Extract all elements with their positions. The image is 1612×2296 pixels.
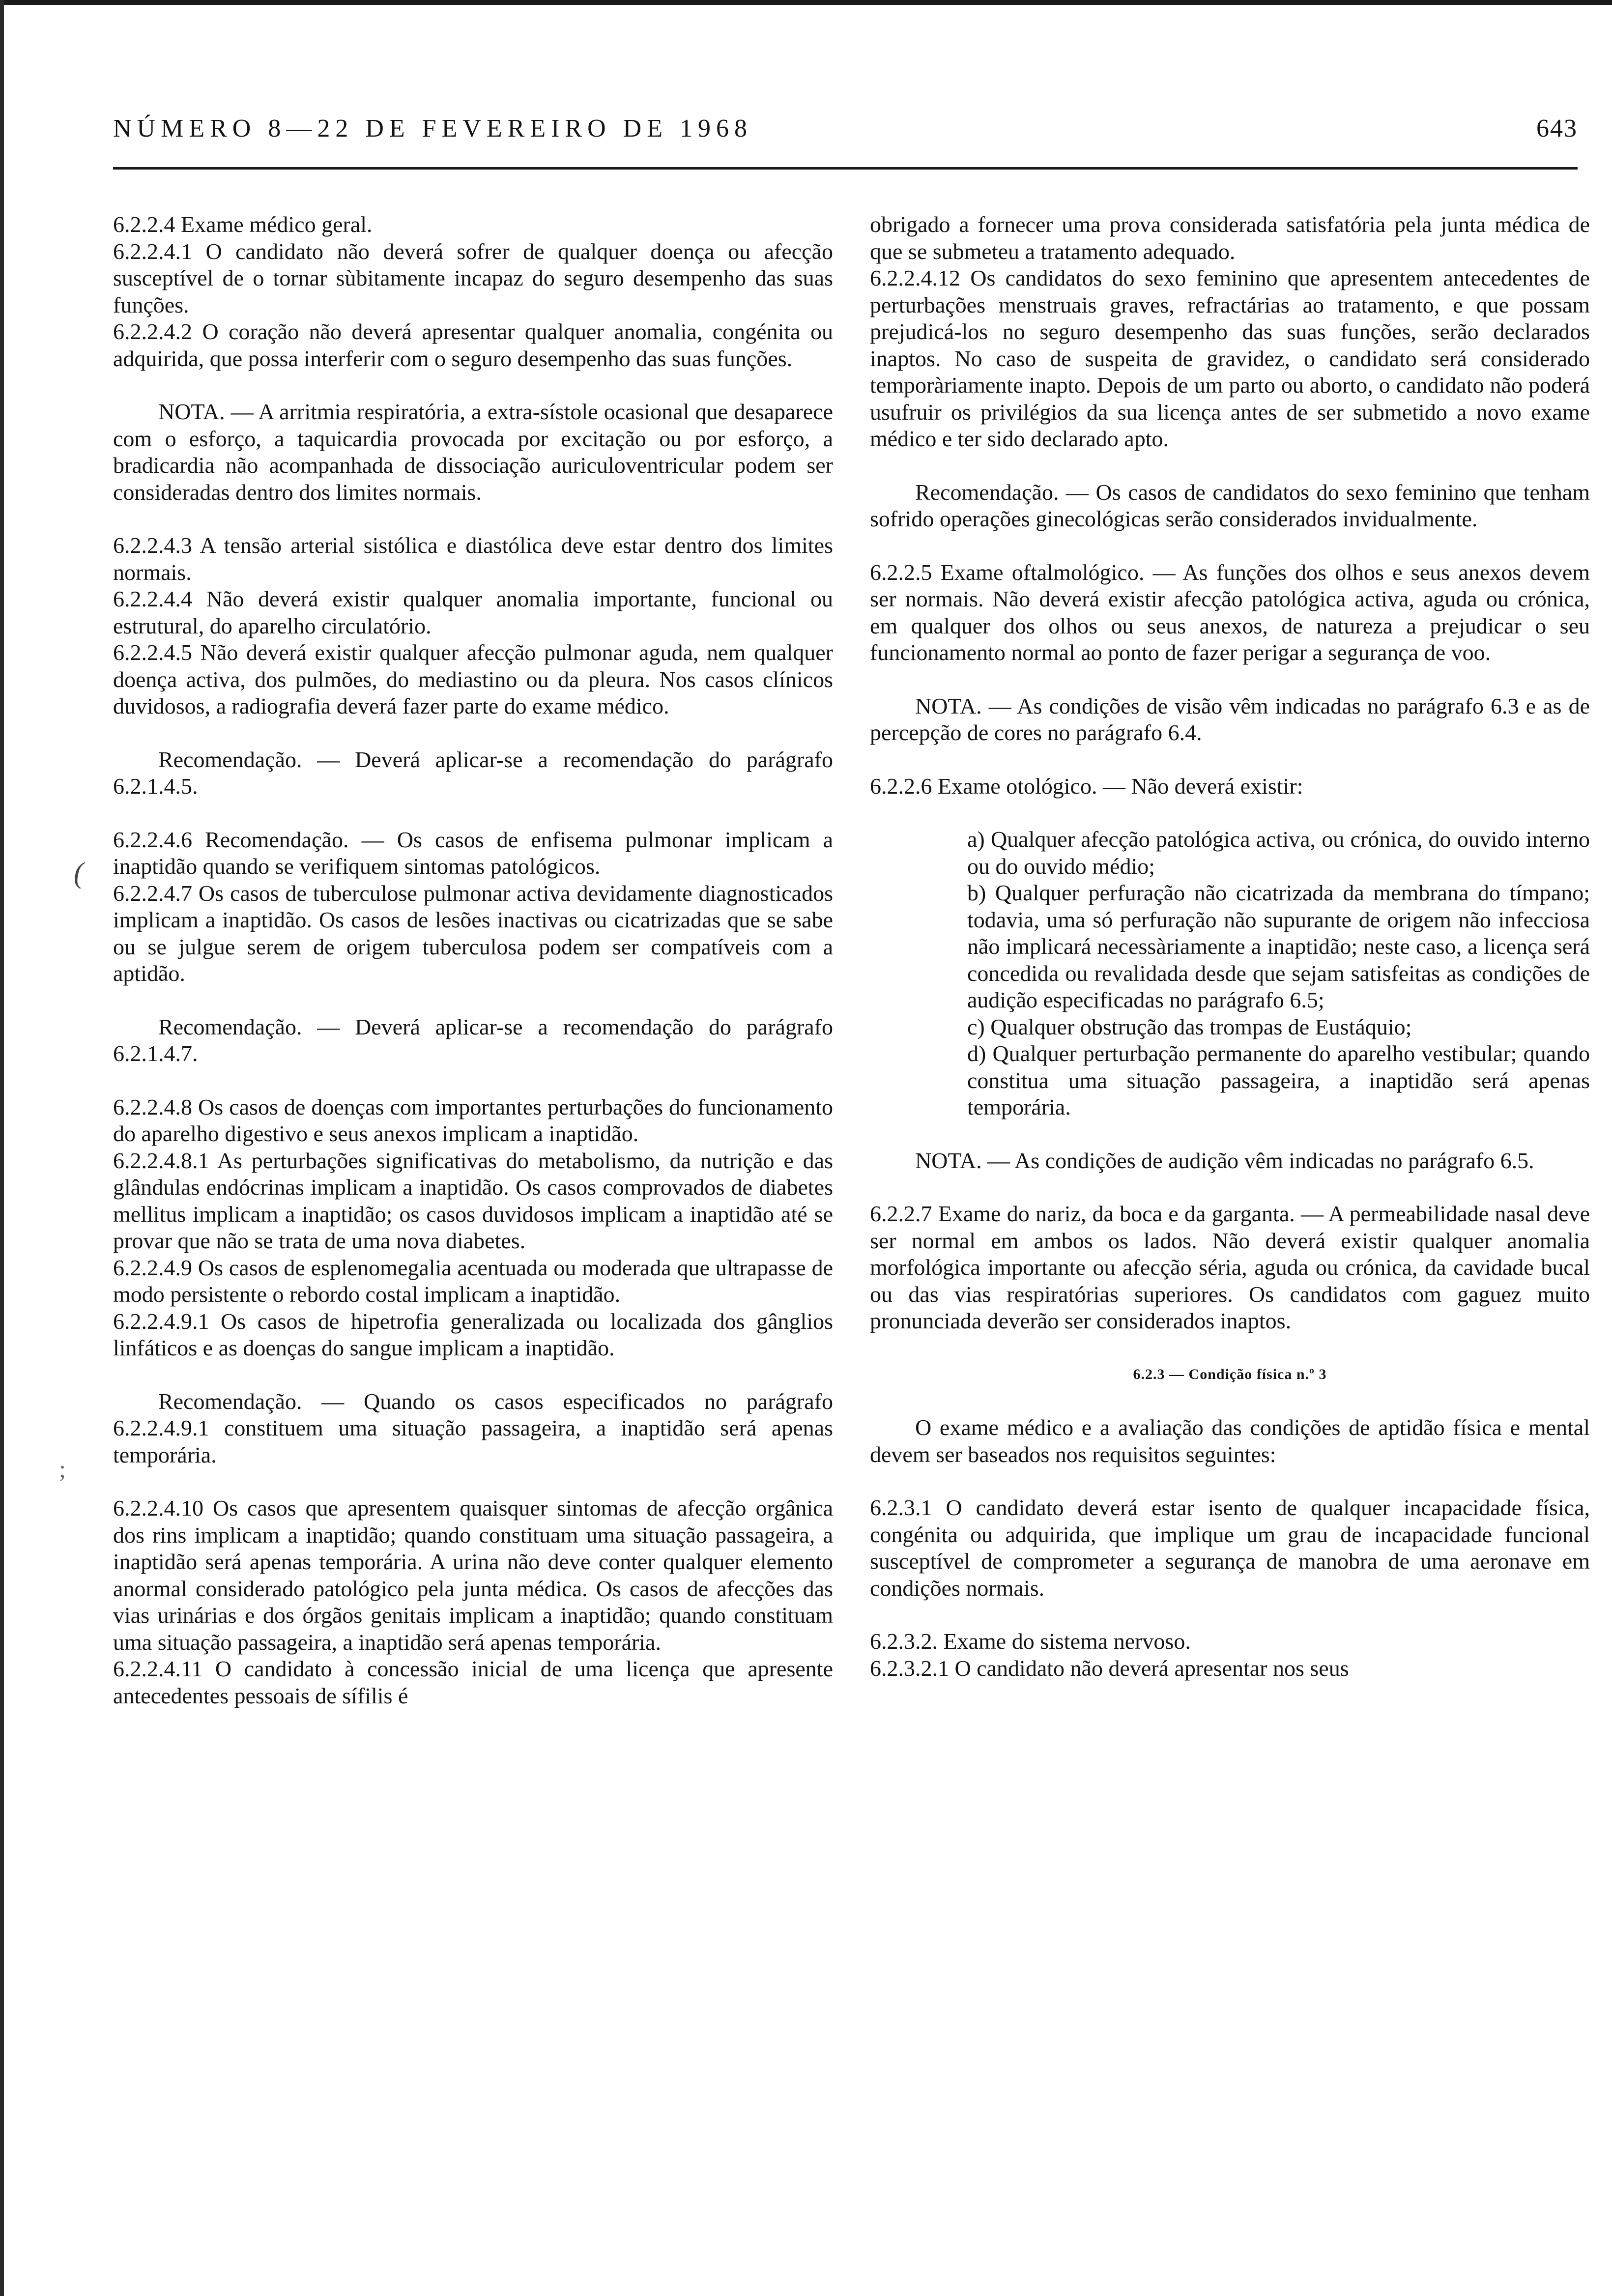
page-header — [113, 114, 1578, 153]
note-paragraph: NOTA. — A arritmia respiratória, a extra-sístole ocasional que desaparece com o esforço, a taquicardia provocada por excitação ou por esforço, a bradicardia não acompanhada de dissociação auriculoventricular podem ser consideradas dentro dos limites normais. — [113, 399, 833, 505]
section-heading: 6.2.3.2. Exame do sistema nervoso. — [870, 1629, 1191, 1654]
recommendation-paragraph: Recomendação. — Deverá aplicar-se a recomendação do parágrafo 6.2.1.4.5. — [113, 746, 833, 799]
header-rule — [113, 167, 1578, 170]
margin-mark: ( — [74, 857, 84, 889]
paragraph: 6.2.2.4.6 Recomendação. — Os casos de enfisema pulmonar implicam a inaptidão quando se verifiquem sintomas patológicos. — [113, 827, 833, 879]
list-item: c) Qualquer obstrução das trompas de Eustáquio; — [967, 1014, 1412, 1039]
paragraph: 6.2.2.6 Exame otológico. — Não deverá existir: — [870, 773, 1303, 799]
paragraph: 6.2.2.4.4 Não deverá existir qualquer anomalia importante, funcional ou estrutural, do aparelho circulatório. — [113, 586, 833, 638]
scan-top-border — [0, 0, 1612, 5]
paragraph: 6.2.2.4.7 Os casos de tuberculose pulmonar activa devidamente diagnosticados implicam a inaptidão. Os casos de lesões inactivas ou cicatrizadas que se sabe ou se julgue serem de origem tuberculosa podem ser compatíveis com a aptidão. — [113, 880, 833, 986]
right-column — [870, 211, 1590, 2275]
paragraph: O exame médico e a avaliação das condições de aptidão física e mental devem ser baseados nos requisitos seguintes: — [870, 1415, 1590, 1467]
left-column — [113, 211, 833, 2275]
subsection-heading: 6.2.3 — Condição física n.º 3 — [1133, 1366, 1327, 1382]
section-heading: 6.2.2.4 Exame médico geral. — [113, 212, 373, 237]
recommendation-paragraph: Recomendação. — Os casos de candidatos do sexo feminino que tenham sofrido operações ginecológicas serão considerados invidualmente. — [870, 479, 1590, 531]
page-number: 643 — [1536, 115, 1578, 143]
list-item: b) Qualquer perfuração não cicatrizada da membrana do tímpano; todavia, uma só perfuração não supurante de origem não infecciosa não implicará necessàriamente a inaptidão; neste caso, a licença será concedida ou revalidada desde que sejam satisfeitas as condições de audição especificadas no parágrafo 6.5; — [967, 880, 1590, 1012]
paragraph: 6.2.2.4.1 O candidato não deverá sofrer de qualquer doença ou afecção susceptível de o tornar sùbitamente incapaz do seguro desempenho das suas funções. — [113, 238, 833, 317]
paragraph: 6.2.2.5 Exame oftalmológico. — As funções dos olhos e seus anexos devem ser normais. Não deverá existir afecção patológica activa, aguda ou crónica, em qualquer dos olhos ou seus anexos, de natureza a prejudicar o seu funcionamento normal ao ponto de fazer perigar a segurança de voo. — [870, 559, 1590, 665]
paragraph: 6.2.2.4.9 Os casos de esplenomegalia acentuada ou moderada que ultrapasse de modo persistente o rebordo costal implicam a inaptidão. — [113, 1255, 833, 1307]
paragraph: 6.2.2.4.8.1 As perturbações significativas do metabolismo, da nutrição e das glândulas endócrinas implicam a inaptidão. Os casos comprovados de diabetes mellitus implicam a inaptidão; os casos duvidosos implicam a inaptidão até se provar que não se trata de uma nova diabetes. — [113, 1148, 833, 1253]
recommendation-paragraph: Recomendação. — Deverá aplicar-se a recomendação do parágrafo 6.2.1.4.7. — [113, 1014, 833, 1066]
paragraph: 6.2.2.4.9.1 Os casos de hipetrofia generalizada ou localizada dos gânglios linfáticos e as doenças do sangue implicam a inaptidão. — [113, 1308, 833, 1360]
paragraph: 6.2.3.2.1 O candidato não deverá apresentar nos seus — [870, 1655, 1349, 1681]
page-header-title: NÚMERO 8—22 DE FEVEREIRO DE 1968 — [113, 115, 752, 143]
paragraph: 6.2.2.4.11 O candidato à concessão inicial de uma licença que apresente antecedentes pessoais de sífilis é — [113, 1656, 833, 1708]
paragraph: 6.2.3.1 O candidato deverá estar isento de qualquer incapacidade física, congénita ou adquirida, que implique um grau de incapacidade funcional susceptível de comprometer a segurança de manobra de uma aeronave em condições normais. — [870, 1495, 1590, 1601]
list-item: a) Qualquer afecção patológica activa, ou crónica, do ouvido interno ou do ouvido médio; — [967, 827, 1590, 879]
paragraph: 6.2.2.4.5 Não deverá existir qualquer afecção pulmonar aguda, nem qualquer doença activa, dos pulmões, do mediastino ou da pleura. Nos casos clínicos duvidosos, a radiografia deverá fazer parte do exame médico. — [113, 640, 833, 718]
paragraph: 6.2.2.4.8 Os casos de doenças com importantes perturbações do funcionamento do aparelho digestivo e seus anexos implicam a inaptidão. — [113, 1094, 833, 1146]
note-paragraph: NOTA. — As condições de visão vêm indicadas no parágrafo 6.3 e as de percepção de cores no parágrafo 6.4. — [870, 693, 1590, 745]
recommendation-paragraph: Recomendação. — Quando os casos especificados no parágrafo 6.2.2.4.9.1 constituem uma situação passageira, a inaptidão será apenas temporária. — [113, 1388, 833, 1467]
list-item: d) Qualquer perturbação permanente do aparelho vestibular; quando constitua uma situação passageira, a inaptidão será apenas temporária. — [967, 1041, 1590, 1119]
paragraph: 6.2.2.7 Exame do nariz, da boca e da garganta. — A permeabilidade nasal deve ser normal em ambos os lados. Não deverá existir qualquer anomalia morfológica importante ou afecção séria, aguda ou crónica, da cavidade bucal ou das vias respiratórias superiores. Os candidatos com gaguez muito pronunciada deverão ser considerados inaptos. — [870, 1201, 1590, 1333]
paragraph: 6.2.2.4.10 Os casos que apresentem quaisquer sintomas de afecção orgânica dos rins implicam a inaptidão; quando constituam uma situação passageira, a inaptidão será apenas temporária. A urina não deve conter qualquer elemento anormal considerado patológico pela junta médica. Os casos de afecções das vias urinárias e dos órgãos genitais implicam a inaptidão; quando constituam uma situação passageira, a inaptidão será apenas temporária. — [113, 1495, 833, 1655]
paragraph: 6.2.2.4.2 O coração não deverá apresentar qualquer anomalia, congénita ou adquirida, que possa interferir com o seguro desempenho das suas funções. — [113, 319, 833, 371]
note-paragraph: NOTA. — As condições de audição vêm indicadas no parágrafo 6.5. — [915, 1148, 1534, 1173]
paragraph: 6.2.2.4.12 Os candidatos do sexo feminino que apresentem antecedentes de perturbações menstruais graves, refractárias ao tratamento, e que possam prejudicá-los no seguro desempenho das suas funções, serão declarados inaptos. No caso de suspeita de gravidez, o candidato será considerado temporàriamente inapto. Depois de um parto ou aborto, o candidato não poderá usufruir os privilégios da sua licença antes de ser submetido a novo exame médico e ter sido declarado apto. — [870, 265, 1590, 451]
scan-left-border — [0, 0, 4, 2296]
paragraph: obrigado a fornecer uma prova considerada satisfatória pela junta médica de que se submeteu a tratamento adequado. — [870, 212, 1590, 264]
paragraph: 6.2.2.4.3 A tensão arterial sistólica e diastólica deve estar dentro dos limites normais. — [113, 533, 833, 585]
margin-mark: ; — [59, 1455, 66, 1483]
